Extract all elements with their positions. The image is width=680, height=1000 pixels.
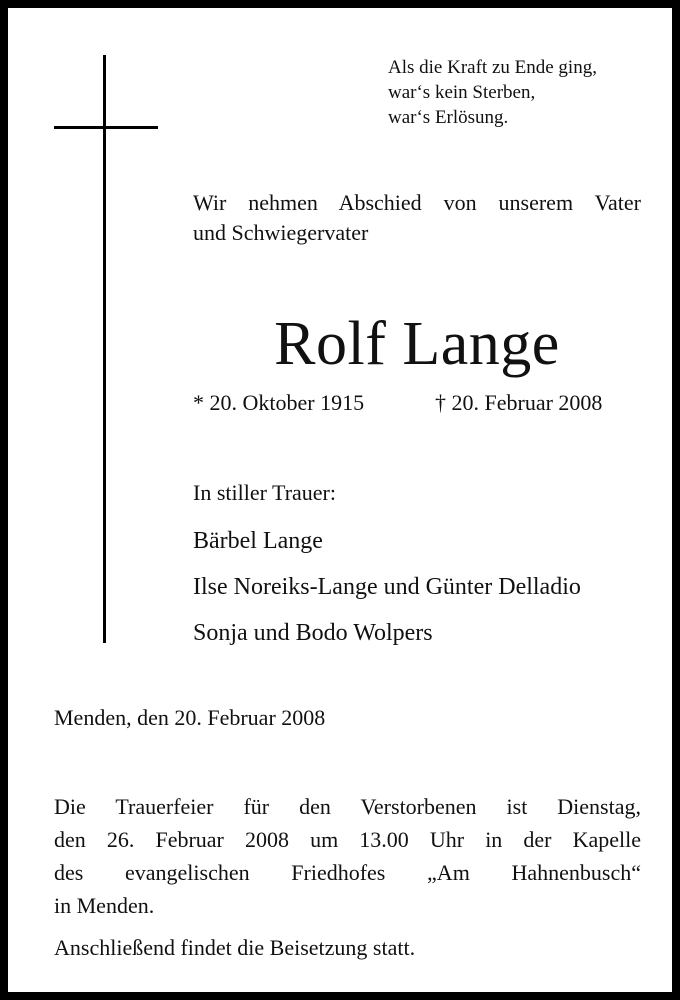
birth-date: * 20. Oktober 1915 <box>193 390 365 415</box>
death-date: † 20. Februar 2008 <box>435 390 603 415</box>
farewell-intro-line: und Schwiegervater <box>193 220 369 245</box>
mourners-list <box>193 518 581 656</box>
mourner-entry: Bärbel Lange <box>193 528 323 554</box>
cross-icon-horizontal-bar <box>54 126 158 129</box>
motto-line: war‘s Erlösung. <box>388 107 509 128</box>
mourner-entry: Sonja und Bodo Wolpers <box>193 620 433 646</box>
service-line: den 26. Februar 2008 um 13.00 Uhr in der Kapelle <box>54 827 641 852</box>
motto-line: war‘s kein Sterben, <box>388 82 536 103</box>
burial-note: Anschließend findet die Beisetzung statt. <box>54 935 416 960</box>
motto-line: Als die Kraft zu Ende ging, <box>388 57 597 78</box>
deceased-name: Rolf Lange <box>274 310 560 378</box>
farewell-intro-line: Wir nehmen Abschied von unserem Vater <box>193 190 641 215</box>
mourning-label: In stiller Trauer: <box>193 480 336 505</box>
place-and-date: Menden, den 20. Februar 2008 <box>54 705 326 730</box>
service-line: des evangelischen Friedhofes „Am Hahnenbusch“ <box>54 860 641 885</box>
cross-icon-vertical-bar <box>103 55 106 643</box>
service-line: in Menden. <box>54 893 155 918</box>
motto-verse <box>388 55 658 130</box>
service-line: Die Trauerfeier für den Verstorbenen ist Dienstag, <box>54 794 641 819</box>
funeral-service-info <box>54 790 641 922</box>
mourner-entry: Ilse Noreiks-Lange und Günter Delladio <box>193 574 581 600</box>
farewell-intro <box>193 188 641 248</box>
